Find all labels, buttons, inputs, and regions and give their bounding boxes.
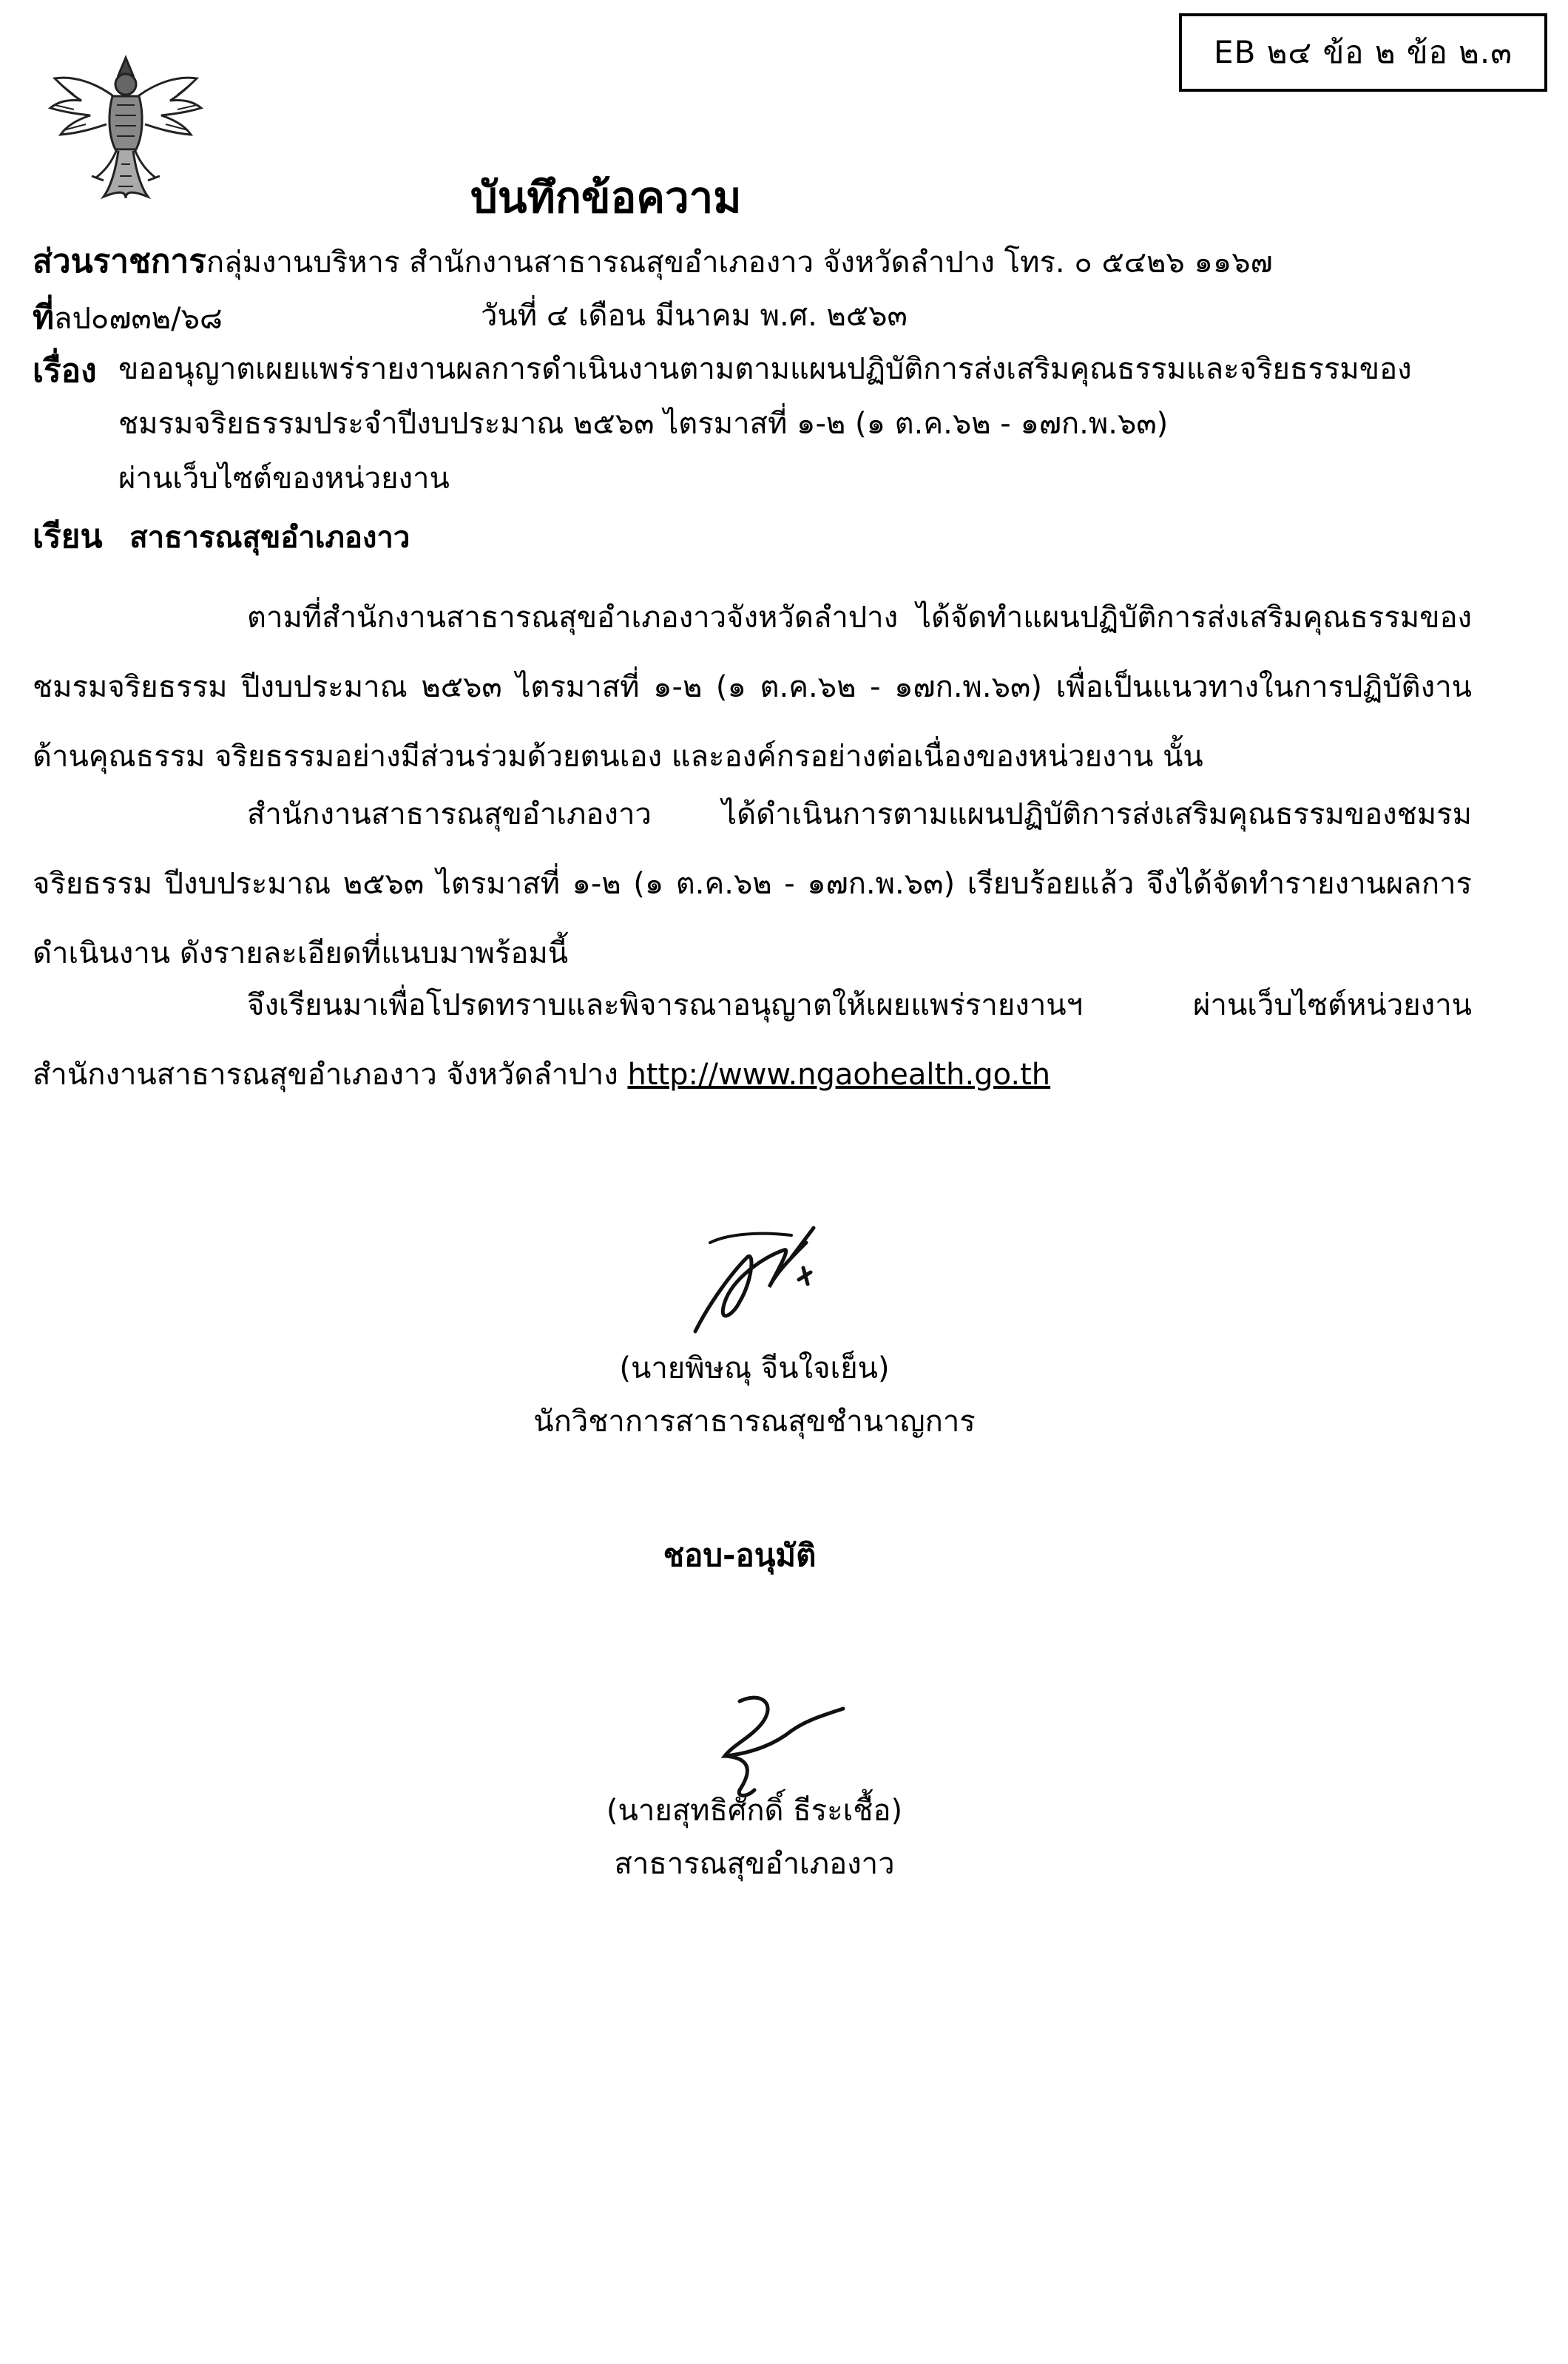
agency-row xyxy=(33,235,1273,287)
signer-2-name: (นายสุทธิศักดิ์ ธีระเชื้อ) xyxy=(606,1794,903,1828)
signature-icon xyxy=(666,1213,843,1346)
body-paragraph-3 xyxy=(33,970,1472,1110)
agency-value: กลุ่มงานบริหาร สำนักงานสาธารณสุขอำเภองาว จังหวัดลำปาง โทร. ๐ ๕๔๒๖ ๑๑๖๗ xyxy=(206,246,1273,280)
to-row xyxy=(33,510,410,562)
garuda-emblem-icon xyxy=(44,53,207,201)
signer-2-position: สาธารณสุขอำเภองาว xyxy=(614,1847,895,1881)
ref-row xyxy=(33,291,223,343)
ref-label: ที่ xyxy=(33,299,55,337)
agency-label: ส่วนราชการ xyxy=(33,243,206,280)
date-row xyxy=(481,291,908,339)
signer-1-position: นักวิชาการสาธารณสุขชำนาญการ xyxy=(533,1405,976,1439)
body-paragraph-2 xyxy=(33,780,1472,988)
subject-label: เรื่อง xyxy=(33,352,97,390)
paragraph-2-text: สำนักงานสาธารณสุขอำเภองาว ได้ดำเนินการตามแผนปฏิบัติการส่งเสริมคุณธรรมของชมรมจริยธรรม ปีงบประมาณ ๒๕๖๓ ไตรมาสที่ ๑-๒ (๑ ต.ค.๖๒ - ๑๗ก.พ.๖๓) เรียบร้อยแล้ว จึงได้จัดทำรายงานผลการดำเนินงาน ดังรายละเอียดที่แนบมาพร้อมนี้ xyxy=(33,797,1472,970)
to-value: สาธารณสุขอำเภองาว xyxy=(129,521,410,555)
body-paragraph-1 xyxy=(33,583,1472,791)
subject-line-2: ชมรมจริยธรรมประจำปีงบประมาณ ๒๕๖๓ ไตรมาสที่ ๑-๒ (๑ ต.ค.๖๒ - ๑๗ก.พ.๖๓) xyxy=(118,407,1169,441)
signer-1-name: (นายพิษณุ จีนใจเย็น) xyxy=(619,1351,890,1385)
reference-box xyxy=(1179,13,1547,92)
signer-2-block xyxy=(459,1784,1050,1891)
ref-value: ลป๐๗๓๒/๖๘ xyxy=(54,302,223,336)
website-link[interactable]: http://www.ngaohealth.go.th xyxy=(627,1058,1051,1092)
signer-1-block xyxy=(459,1342,1050,1448)
paragraph-1-text: ตามที่สำนักงานสาธารณสุขอำเภองาวจังหวัดลำปาง ได้จัดทำแผนปฏิบัติการส่งเสริมคุณธรรมของชมรมจริยธรรม ปีงบประมาณ ๒๕๖๓ ไตรมาสที่ ๑-๒ (๑ ต.ค.๖๒ - ๑๗ก.พ.๖๓) เพื่อเป็นแนวทางในการปฏิบัติงานด้านคุณธรรม จริยธรรมอย่างมีส่วนร่วมด้วยตนเอง และองค์กรอย่างต่อเนื่องของหน่วยงาน นั้น xyxy=(33,601,1472,774)
memo-title: บันทึกข้อความ xyxy=(470,172,742,223)
approval-text: ชอบ-อนุมัติ xyxy=(663,1537,817,1573)
subject-line-1: ขออนุญาตเผยแพร่รายงานผลการดำเนินงานตามตามแผนปฏิบัติการส่งเสริมคุณธรรมและจริยธรรมของ xyxy=(118,352,1412,386)
date-text: วันที่ ๔ เดือน มีนาคม พ.ศ. ๒๕๖๓ xyxy=(481,299,908,333)
to-label: เรียน xyxy=(33,518,103,555)
subject-label-row xyxy=(33,345,97,396)
paragraph-3-text: จึงเรียนมาเพื่อโปรดทราบและพิจารณาอนุญาตให้เผยแพร่รายงานฯ ผ่านเว็บไซต์หน่วยงานสำนักงานสาธารณสุขอำเภองาว จังหวัดลำปาง xyxy=(33,988,1472,1092)
reference-text: EB ๒๔ ข้อ ๒ ข้อ ๒.๓ xyxy=(1214,34,1513,70)
subject-line-3: ผ่านเว็บไซต์ของหน่วยงาน xyxy=(118,462,450,496)
